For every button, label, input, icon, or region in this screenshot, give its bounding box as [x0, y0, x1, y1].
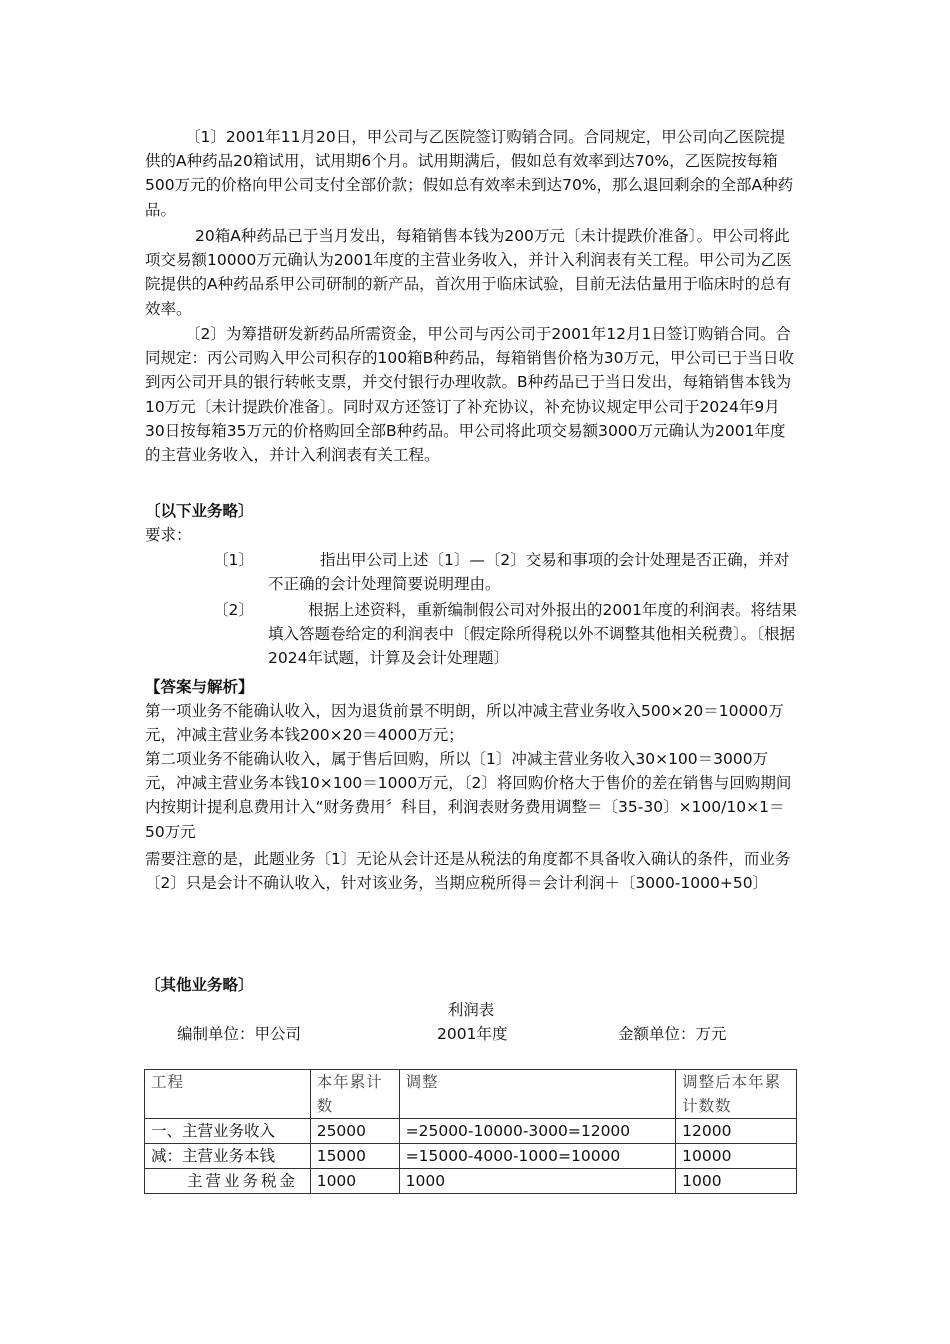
answer-paragraph-3: 需要注意的是，此题业务〔1〕无论从会计还是从税法的角度都不具备收入确认的条件，而业务〔2〕只是会计不确认收入，针对该业务，当期应税所得＝会计利润＋〔3000-1000+50〕: [145, 850, 791, 893]
row-adjusted: 1000: [676, 1169, 797, 1194]
paragraph-case-2: 〔2〕为筹措研发新药品所需资金，甲公司与丙公司于2001年12月1日签订购销合同。合同规定：丙公司购入甲公司积存的100箱B种药品，每箱销售价格为30万元，甲公司已于当日收到丙公司开具的银行转帐支票，并交付银行办理收款。B种药品已于当日发出，每箱销售本钱为10万元〔未计提跌价准备〕。同时双方还签订了补充协议，补充协议规定甲公司于2024年9月30日按每箱35万元的价格购回全部B种药品。甲公司将此项交易额3000万元确认为2001年度的主营业务收入，并计入利润表有关工程。: [145, 325, 794, 465]
row-adjustment: =15000-4000-1000=10000: [399, 1144, 676, 1169]
row-adjusted: 10000: [676, 1144, 797, 1169]
requirements-label: 要求：: [145, 526, 192, 544]
statement-title: 利润表: [447, 1001, 495, 1019]
answer-heading: 【答案与解析】: [145, 678, 254, 696]
omitted-note-1: 〔以下业务略〕: [145, 502, 254, 520]
table-row: [145, 1119, 797, 1144]
table-row: [145, 1144, 797, 1169]
income-statement-table: [144, 1069, 797, 1194]
row-label: 主营业务税金: [145, 1169, 311, 1194]
row-adjustment: =25000-10000-3000=12000: [399, 1119, 676, 1144]
requirement-1: [213, 548, 797, 596]
paragraph-case-1: 〔1〕2001年11月20日，甲公司与乙医院签订购销合同。合同规定，甲公司向乙医院提供的A种药品20箱试用，试用期6个月。试用期满后，假如总有效率到达70%，乙医院按每箱500万元的价格向甲公司支付全部价款；假如总有效率未到达70%，那么退回剩余的全部A种药品。: [145, 128, 794, 219]
statement-year: 2001年度: [437, 1025, 508, 1043]
table-row: [145, 1169, 797, 1194]
row-adjusted: 12000: [676, 1119, 797, 1144]
row-label: 一、主营业务收入: [145, 1119, 311, 1144]
statement-currency-unit: 金额单位：万元: [618, 1025, 727, 1043]
row-ytd: 25000: [310, 1119, 399, 1144]
row-label: 减：主营业务本钱: [145, 1144, 311, 1169]
statement-prepared-by: 编制单位：甲公司: [177, 1025, 302, 1043]
header-adjusted-ytd: 调整后本年累计数数: [676, 1070, 797, 1119]
table-header-row: [145, 1070, 797, 1119]
header-item: 工程: [145, 1070, 311, 1119]
header-adjustment: 调整: [399, 1070, 676, 1119]
paragraph-case-1-detail: 20箱A种药品已于当月发出，每箱销售本钱为200万元〔未计提跌价准备〕。甲公司将此项交易额10000万元确认为2001年度的主营业务收入，并计入利润表有关工程。甲公司为乙医院提供的A种药品系甲公司研制的新产品，首次用于临床试验，目前无法估量用于临床时的总有效率。: [145, 227, 792, 318]
row-adjustment: 1000: [399, 1169, 676, 1194]
requirement-2-number: 〔2〕: [213, 601, 254, 619]
requirement-1-text: 指出甲公司上述〔1〕—〔2〕交易和事项的会计处理是否正确，并对不正确的会计处理简要说明理由。: [268, 551, 790, 594]
answer-paragraph-1: 第一项业务不能确认收入，因为退货前景不明朗，所以冲减主营业务收入500×20＝10000万元，冲减主营业务本钱200×20＝4000万元；: [145, 702, 784, 745]
row-ytd: 15000: [310, 1144, 399, 1169]
row-ytd: 1000: [310, 1169, 399, 1194]
requirement-1-number: 〔1〕: [213, 551, 254, 569]
answer-paragraph-2: 第二项业务不能确认收入，属于售后回购，所以〔1〕冲减主营业务收入30×100＝3000万元，冲减主营业务本钱10×100＝1000万元，〔2〕将回购价格大于售价的差在销售与回购期间内按期计提利息费用计入“财务费用〞科目，利润表财务费用调整＝〔35-30〕×100/10×1＝50万元: [145, 750, 792, 841]
header-ytd: 本年累计数: [310, 1070, 399, 1119]
omitted-note-2: 〔其他业务略〕: [145, 976, 254, 994]
requirement-2: [213, 598, 797, 671]
requirement-2-text: 根据上述资料，重新编制假公司对外报出的2001年度的利润表。将结果填入答题卷给定的利润表中〔假定除所得税以外不调整其他相关税费〕。〔根据2024年试题，计算及会计处理题〕: [268, 601, 797, 668]
